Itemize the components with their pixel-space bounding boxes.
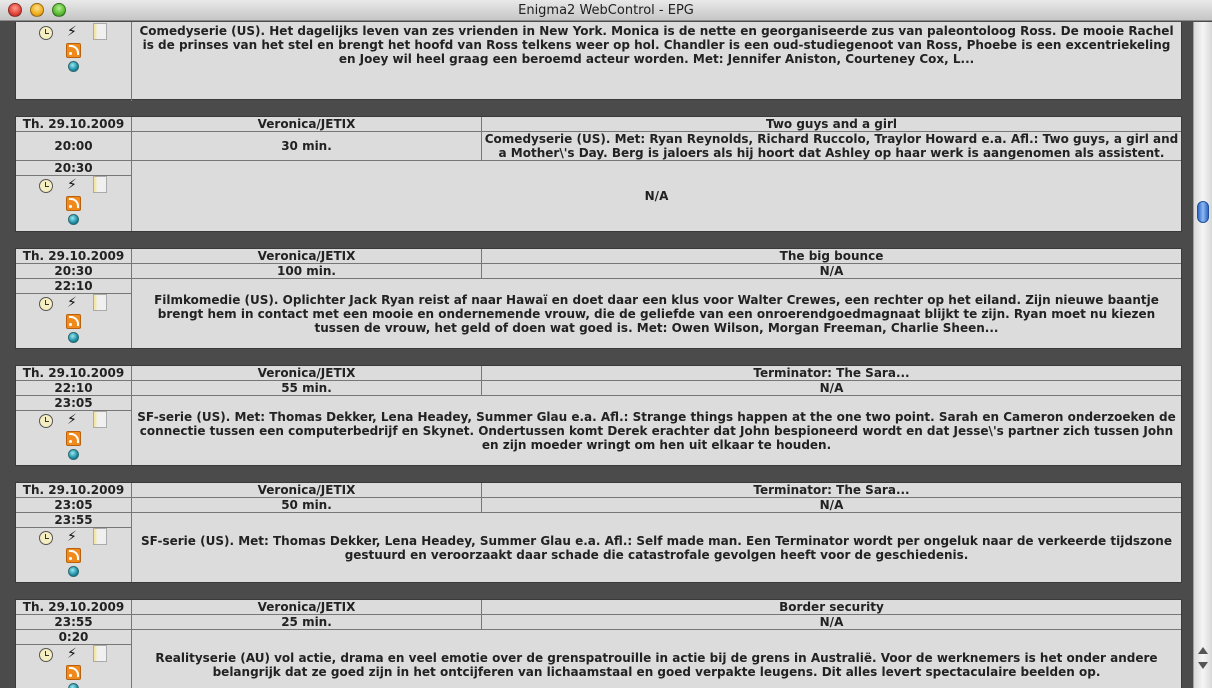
entry-duration: 100 min.: [132, 264, 482, 278]
epg-entry: [15, 482, 1182, 583]
entry-end: 22:10: [16, 279, 131, 294]
notepad-icon[interactable]: [93, 176, 107, 193]
entry-short-description: N/A: [819, 264, 844, 278]
rss-icon[interactable]: [66, 548, 81, 563]
entry-actions: [16, 161, 132, 231]
entry-title: The big bounce: [779, 249, 884, 263]
entry-title: Two guys and a girl: [765, 117, 898, 131]
entry-start: 20:30: [16, 264, 132, 278]
entry-start: 23:05: [16, 498, 132, 512]
epg-list: [15, 22, 1182, 688]
entry-description: SF-serie (US). Met: Thomas Dekker, Lena Headey, Summer Glau e.a. Afl.: Self made man. Een Terminator wordt per ongeluk naar de verkeerde tijdszone gestuurd en veroorzaakt daar schade die catastrofale gevolgen heeft voor de geschiedenis.: [141, 533, 1172, 562]
entry-date: Th. 29.10.2009: [16, 483, 132, 497]
entry-actions: [16, 22, 132, 101]
timer-icon[interactable]: [39, 414, 53, 428]
entry-title: Terminator: The Sara...: [753, 483, 910, 497]
entry-description: Realityserie (AU) vol actie, drama en veel emotie over de grenspatrouille in actie bij de grens in Australië. Voor de werknemers is het onder andere belangrijk dat ze goed zijn in het ontcijferen van lichaamstaal en goed verpakte leugens. Dit alles levert spectaculaire beelden op.: [155, 650, 1158, 679]
rss-icon[interactable]: [66, 196, 81, 211]
entry-date: Th. 29.10.2009: [16, 600, 132, 614]
entry-duration: 30 min.: [132, 132, 482, 160]
zap-icon[interactable]: ⚡: [67, 24, 77, 40]
zap-icon[interactable]: ⚡: [67, 295, 77, 311]
scroll-down-arrow-icon[interactable]: [1198, 662, 1208, 669]
entry-title: Terminator: The Sara...: [753, 366, 910, 380]
entry-description: Filmkomedie (US). Oplichter Jack Ryan reist af naar Hawaï en doet daar een klus voor Walter Crewes, een rechter op het eiland. Zijn nieuwe baantje brengt hem in contact met een mooie en ondernemende vrouw, die de geliefde van een onroerendgoedmagnaat blijkt te zijn. Ryan moet nu kiezen tussen de vrouw, het geld of doen wat goed is. Met: Owen Wilson, Morgan Freeman, Charlie Sheen...: [154, 292, 1159, 335]
entry-start: 22:10: [16, 381, 132, 395]
entry-actions: [16, 630, 132, 688]
entry-duration: 55 min.: [132, 381, 482, 395]
entry-actions: [16, 396, 132, 465]
rss-icon[interactable]: [66, 431, 81, 446]
entry-date: Th. 29.10.2009: [16, 249, 132, 263]
entry-date: Th. 29.10.2009: [16, 117, 132, 131]
timer-icon[interactable]: [39, 26, 53, 40]
entry-start: 20:00: [16, 132, 132, 160]
epg-viewport: [0, 22, 1193, 688]
entry-channel: Veronica/JETIX: [132, 117, 482, 131]
stream-icon[interactable]: [68, 61, 79, 72]
scroll-up-arrow-icon[interactable]: [1198, 647, 1208, 654]
stream-icon[interactable]: [68, 566, 79, 577]
entry-date: Th. 29.10.2009: [16, 366, 132, 380]
entry-channel: Veronica/JETIX: [132, 483, 482, 497]
notepad-icon[interactable]: [93, 411, 107, 428]
entry-title: Border security: [779, 600, 884, 614]
zap-icon[interactable]: ⚡: [67, 412, 77, 428]
entry-end: 23:05: [16, 396, 131, 411]
entry-end: 0:20: [16, 630, 131, 645]
epg-entry: [15, 599, 1182, 688]
zap-icon[interactable]: ⚡: [67, 177, 77, 193]
stream-icon[interactable]: [68, 683, 79, 688]
zap-icon[interactable]: ⚡: [67, 529, 77, 545]
entry-description: SF-serie (US). Met: Thomas Dekker, Lena Headey, Summer Glau e.a. Afl.: Strange things happen at the one two point. Sarah en Cameron onderzoeken de connectie tussen een computerbedrijf en Skynet. Ondertussen komt Derek erachter dat John bespioneerd wordt en dat Jesse\'s partner zich tussen John en zijn moeder wringt om hen uit elkaar te houden.: [137, 409, 1176, 452]
epg-entry-partial: [15, 22, 1182, 100]
notepad-icon[interactable]: [93, 645, 107, 662]
entry-short-description: Comedyserie (US). Met: Ryan Reynolds, Richard Ruccolo, Traylor Howard e.a. Afl.: Two guys, a girl and a Mother\'s Day. Berg is jaloers als hij hoort dat Ashley op haar werk is aangenomen als assistent.: [484, 132, 1179, 160]
entry-channel: Veronica/JETIX: [132, 600, 482, 614]
notepad-icon[interactable]: [93, 528, 107, 545]
entry-actions: [16, 279, 132, 348]
epg-entry: [15, 116, 1182, 232]
entry-channel: Veronica/JETIX: [132, 366, 482, 380]
entry-end: 23:55: [16, 513, 131, 528]
entry-description: N/A: [644, 189, 669, 203]
notepad-icon[interactable]: [93, 294, 107, 311]
rss-icon[interactable]: [66, 314, 81, 329]
entry-short-description: N/A: [819, 381, 844, 395]
entry-end: 20:30: [16, 161, 131, 176]
timer-icon[interactable]: [39, 297, 53, 311]
entry-duration: 50 min.: [132, 498, 482, 512]
entry-description: Comedyserie (US). Het dagelijks leven van zes vrienden in New York. Monica is de nette en georganiseerde zus van paleontoloog Ross. De mooie Rachel is de prinses van het stel en brengt het hoofd van Ross telkens weer op hol. Chandler is een oud-studiegenoot van Ross, Phoebe is een excentriekeling en Joey wil heel graag een beroemd acteur worden. Met: Jennifer Aniston, Courteney Cox, L...: [139, 24, 1174, 66]
rss-icon[interactable]: [66, 43, 81, 58]
timer-icon[interactable]: [39, 531, 53, 545]
entry-short-description: N/A: [819, 615, 844, 629]
epg-entry: [15, 248, 1182, 349]
epg-entry: [15, 365, 1182, 466]
rss-icon[interactable]: [66, 665, 81, 680]
entry-start: 23:55: [16, 615, 132, 629]
stream-icon[interactable]: [68, 332, 79, 343]
entry-actions: [16, 513, 132, 582]
entry-channel: Veronica/JETIX: [132, 249, 482, 263]
stream-icon[interactable]: [68, 214, 79, 225]
notepad-icon[interactable]: [93, 23, 107, 40]
entry-duration: 25 min.: [132, 615, 482, 629]
stream-icon[interactable]: [68, 449, 79, 460]
timer-icon[interactable]: [39, 179, 53, 193]
timer-icon[interactable]: [39, 648, 53, 662]
zap-icon[interactable]: ⚡: [67, 646, 77, 662]
entry-short-description: N/A: [819, 498, 844, 512]
window-titlebar: [0, 0, 1212, 21]
vertical-scrollbar[interactable]: [1193, 22, 1212, 688]
scrollbar-thumb[interactable]: [1197, 201, 1209, 223]
window-title: Enigma2 WebControl - EPG: [518, 3, 694, 18]
